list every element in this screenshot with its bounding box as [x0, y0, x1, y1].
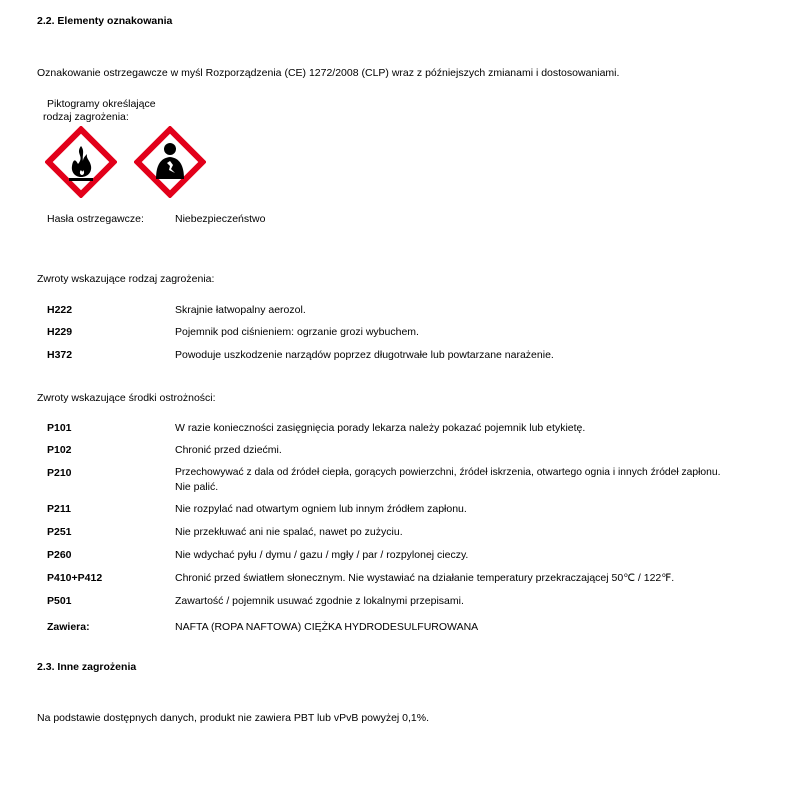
precaution-text-continued: Nie palić. [175, 481, 219, 493]
precaution-text: Chronić przed dziećmi. [175, 444, 282, 456]
precaution-text: Nie wdychać pyłu / dymu / gazu / mgły / par / rozpylonej cieczy. [175, 549, 469, 561]
precaution-text: Nie przekłuwać ani nie spalać, nawet po zużyciu. [175, 526, 403, 538]
precaution-code: P102 [47, 444, 72, 456]
hazard-code: H372 [47, 349, 73, 361]
hazard-text: Pojemnik pod ciśnieniem: ogrzanie grozi wybuchem. [175, 326, 419, 338]
precaution-text: W razie konieczności zasięgnięcia porady lekarza należy pokazać pojemnik lub etykietę. [175, 422, 586, 434]
contains-label: Zawiera: [47, 621, 90, 633]
precaution-text: Zawartość / pojemnik usuwać zgodnie z lokalnymi przepisami. [175, 595, 464, 607]
precaution-text: Przechowywać z dala od źródeł ciepła, gorących powierzchni, źródeł iskrzenia, otwartego ognia i innych źródeł zapłonu. [175, 467, 721, 478]
flame-icon [45, 126, 117, 198]
precaution-code: P211 [47, 503, 71, 515]
health-hazard-icon [134, 126, 206, 198]
precaution-code: P210 [47, 467, 72, 479]
precaution-code: P101 [47, 422, 72, 434]
hazard-text: Powoduje uszkodzenie narządów poprzez długotrwałe lub powtarzane narażenie. [175, 349, 554, 361]
precautionary-statements-heading: Zwroty wskazujące środki ostrożności: [37, 392, 216, 404]
section-heading: 2.3. Inne zagrożenia [37, 661, 137, 673]
contains-value: NAFTA (ROPA NAFTOWA) CIĘŻKA HYDRODESULFUROWANA [175, 621, 479, 633]
precaution-code: P501 [47, 595, 72, 607]
pictograms-label-line2: rodzaj zagrożenia: [43, 111, 129, 123]
hazard-statements-heading: Zwroty wskazujące rodzaj zagrożenia: [37, 273, 215, 285]
intro-text: Oznakowanie ostrzegawcze w myśl Rozporządzenia (CE) 1272/2008 (CLP) wraz z późniejszych zmianami i dostosowaniami. [37, 67, 620, 79]
precaution-code: P410+P412 [47, 572, 103, 584]
signal-word: Niebezpieczeństwo [175, 213, 266, 225]
signal-word-label: Hasła ostrzegawcze: [47, 213, 144, 225]
hazard-code: H229 [47, 326, 73, 338]
precaution-text: Nie rozpylać nad otwartym ogniem lub innym źródłem zapłonu. [175, 503, 467, 515]
precaution-text: Chronić przed światłem słonecznym. Nie wystawiać na działanie temperatury przekraczającej 50℃ / 122℉. [175, 572, 675, 584]
other-hazards-text: Na podstawie dostępnych danych, produkt nie zawiera PBT lub vPvB powyżej 0,1%. [37, 712, 430, 724]
precaution-code: P251 [47, 526, 72, 538]
hazard-code: H222 [47, 304, 73, 316]
pictograms-label-line1: Piktogramy określające [47, 98, 156, 110]
section-heading: 2.2. Elementy oznakowania [37, 15, 173, 27]
precaution-code: P260 [47, 549, 72, 561]
hazard-text: Skrajnie łatwopalny aerozol. [175, 304, 306, 316]
